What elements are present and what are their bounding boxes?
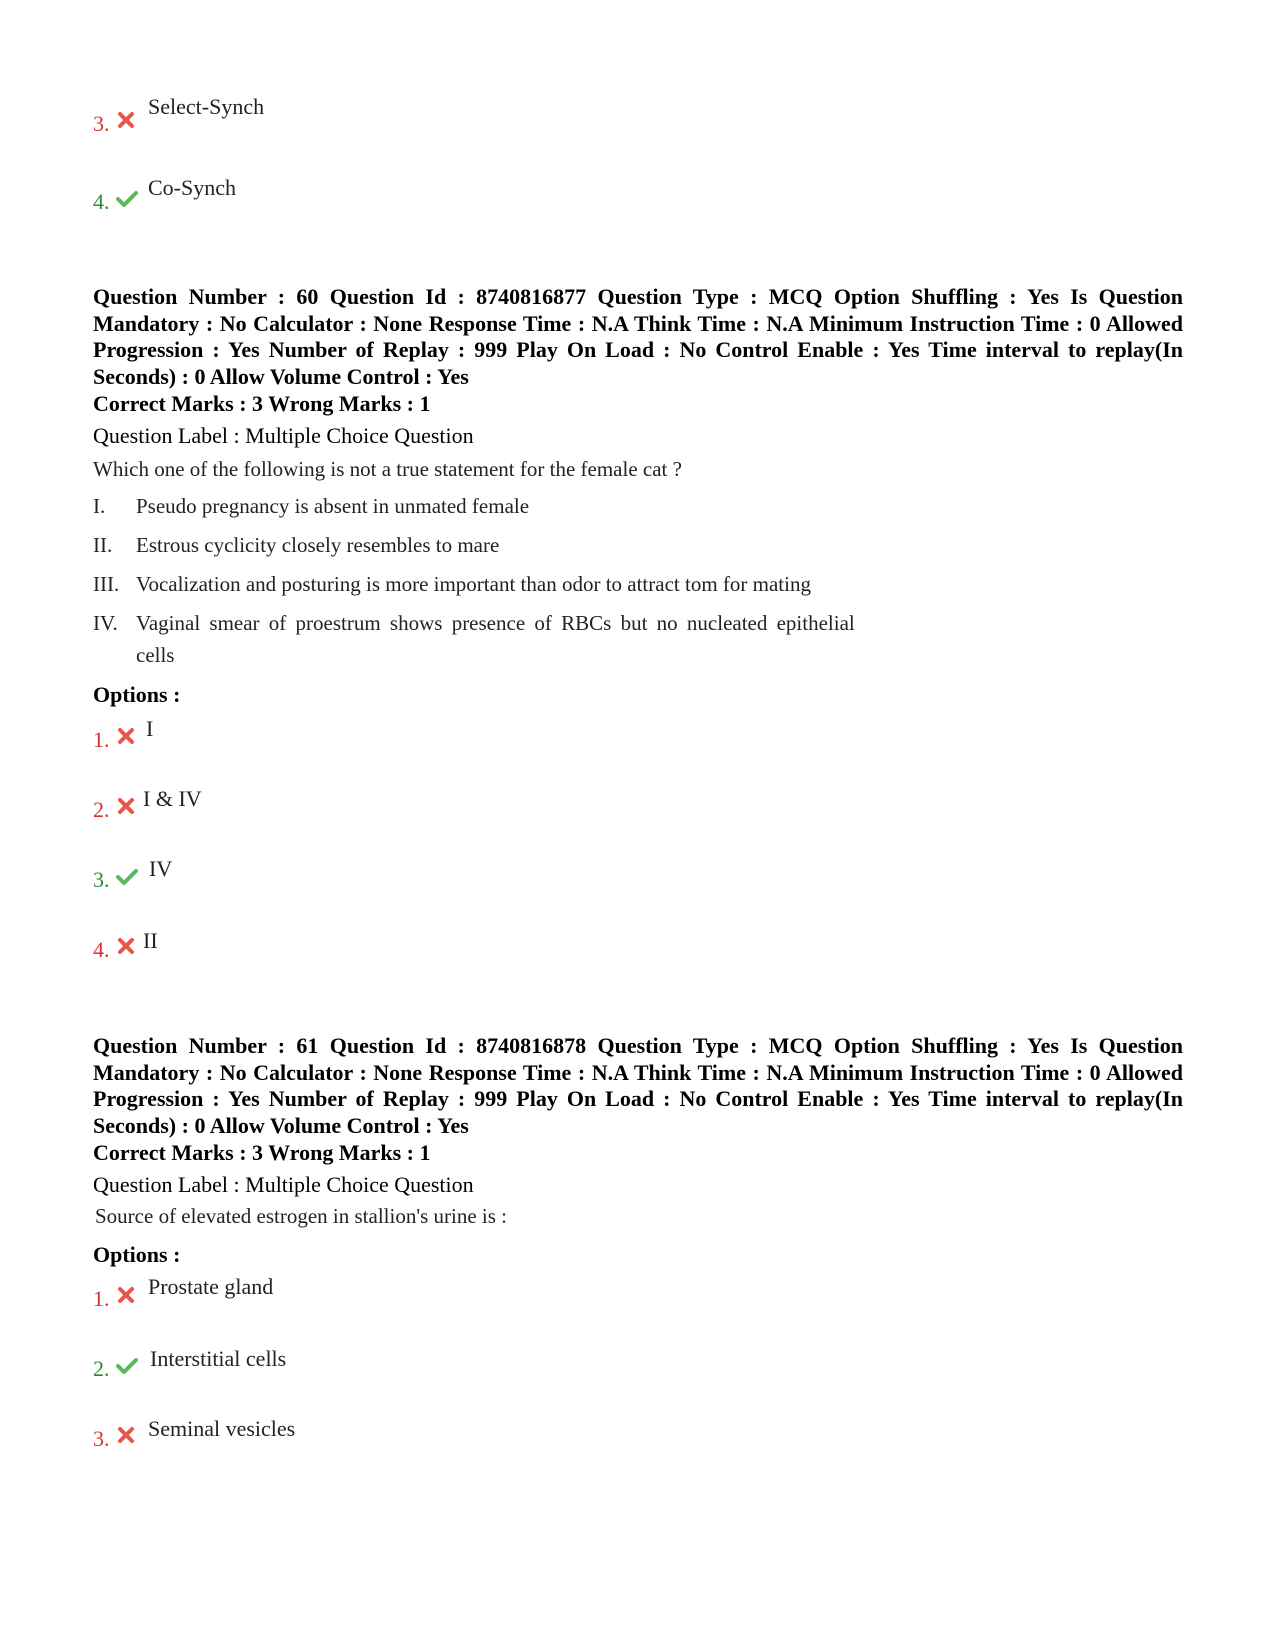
cross-icon	[117, 1426, 135, 1444]
option-text: Select-Synch	[148, 94, 265, 119]
option-number: 4.	[93, 937, 110, 962]
question-text: Source of elevated estrogen in stallion's urine is :	[95, 1204, 508, 1228]
checkmark-icon	[116, 868, 138, 886]
question-label: Question Label : Multiple Choice Question	[93, 1172, 474, 1197]
option-number: 3.	[93, 1426, 110, 1451]
statement-number: I.	[93, 494, 106, 518]
option-text: I & IV	[143, 786, 202, 811]
statement-number: III.	[93, 572, 120, 596]
checkmark-icon	[116, 190, 138, 208]
cross-icon	[117, 1286, 135, 1304]
statement-text-continuation: cells	[136, 643, 175, 667]
option-text: Seminal vesicles	[148, 1416, 296, 1441]
question-meta: Question Number : 60 Question Id : 8740816877 Question Type : MCQ Option Shuffling : Yes Is Question Mandatory : No Calculator : None Response Time : N.A Think Time : N.A Minimum Instruction Time : 0 Allowed Progression : Yes Number of Replay : 999 Play On Load : No Control Enable : Yes Time interval to replay(In Seconds) : 0 Allow Volume Control : Yes	[93, 284, 1183, 389]
option-text: II	[143, 928, 158, 953]
option-number: 1.	[93, 1286, 110, 1311]
option-number: 1.	[93, 727, 110, 752]
statement-text: Estrous cyclicity closely resembles to mare	[136, 533, 500, 557]
options-heading: Options :	[93, 1242, 181, 1267]
question-marks: Correct Marks : 3 Wrong Marks : 1	[93, 391, 431, 416]
checkmark-icon	[116, 1357, 138, 1375]
option-number: 4.	[93, 189, 110, 214]
statement-number: IV.	[93, 611, 118, 635]
cross-icon	[117, 727, 135, 745]
statement-number: II.	[93, 533, 113, 557]
option-text: IV	[149, 856, 173, 881]
statement-text: Pseudo pregnancy is absent in unmated female	[136, 494, 530, 518]
option-text: Prostate gland	[148, 1274, 274, 1299]
statement-text: Vaginal smear of proestrum shows presence of RBCs but no nucleated epithelial	[136, 611, 855, 635]
question-meta: Question Number : 61 Question Id : 8740816878 Question Type : MCQ Option Shuffling : Yes Is Question Mandatory : No Calculator : None Response Time : N.A Think Time : N.A Minimum Instruction Time : 0 Allowed Progression : Yes Number of Replay : 999 Play On Load : No Control Enable : Yes Time interval to replay(In Seconds) : 0 Allow Volume Control : Yes	[93, 1033, 1183, 1138]
statement-text: Vocalization and posturing is more important than odor to attract tom for mating	[136, 572, 811, 596]
option-number: 3.	[93, 867, 110, 892]
question-text: Which one of the following is not a true statement for the female cat ?	[93, 457, 682, 481]
option-text: Co-Synch	[148, 175, 236, 200]
question-marks: Correct Marks : 3 Wrong Marks : 1	[93, 1140, 431, 1165]
option-number: 3.	[93, 111, 110, 136]
option-text: I	[146, 716, 154, 741]
cross-icon	[117, 111, 135, 129]
options-heading: Options :	[93, 682, 181, 707]
option-number: 2.	[93, 797, 110, 822]
option-text: Interstitial cells	[150, 1346, 287, 1371]
question-label: Question Label : Multiple Choice Question	[93, 423, 474, 448]
cross-icon	[117, 937, 135, 955]
cross-icon	[117, 797, 135, 815]
option-number: 2.	[93, 1356, 110, 1381]
